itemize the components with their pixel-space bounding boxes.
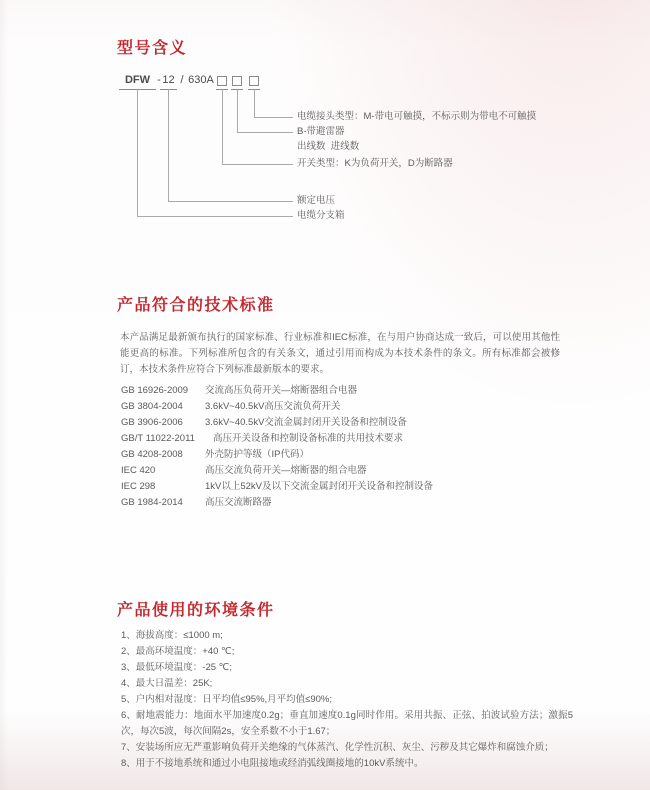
- standard-row: [121, 463, 591, 479]
- model-label-cable-connector-type: 电缆接头类型：M-带电可触摸，不标示则为带电不可触摸: [297, 111, 537, 122]
- env-item-grounding: 8、用于不接地系统和通过小电阻接地或经消弧线圈接地的10kV系统中。: [121, 758, 424, 769]
- env-item-altitude: 1、海拔高度：≤1000 m;: [121, 630, 223, 641]
- standard-row: [121, 479, 591, 495]
- section-heading-standards: 产品符合的技术标准: [117, 297, 275, 314]
- model-label-line-counts: 出线数 进线数: [297, 141, 360, 152]
- model-prefix: DFW: [119, 74, 156, 90]
- standard-code: GB/T 11022-2011: [121, 433, 195, 444]
- standard-title: 1kV以上52kV及以下交流金属封闭开关设备和控制设备: [205, 481, 434, 492]
- model-label-switch-type: 开关类型：K为负荷开关，D为断路器: [297, 158, 453, 169]
- standards-list: [121, 383, 591, 511]
- standard-row: [121, 399, 591, 415]
- standard-code: GB 16926-2009: [121, 385, 189, 396]
- standard-row: [121, 431, 591, 447]
- model-label-rated-voltage: 额定电压: [297, 195, 336, 206]
- standard-title: 高压交流负荷开关—熔断器的组合电器: [205, 465, 367, 476]
- standard-title: 高压开关设备和控制设备标准的共用技术要求: [213, 433, 404, 444]
- env-item-min-temp: 3、最低环境温度：-25 ℃;: [121, 662, 232, 673]
- section-heading-model-meaning: 型号含义: [117, 40, 188, 57]
- section-heading-environment: 产品使用的环境条件: [117, 602, 275, 619]
- standard-code: GB 3804-2004: [121, 401, 183, 412]
- standard-title: 高压交流断路器: [205, 497, 272, 508]
- env-item-daily-temp-diff: 4、最大日温差：25K;: [121, 678, 213, 689]
- model-option-box-2: [231, 74, 243, 90]
- standard-title: 外壳防护等级（IP代码）: [205, 449, 309, 460]
- model-dash: -: [157, 74, 161, 86]
- model-label-cable-branch-box: 电缆分支箱: [297, 210, 345, 221]
- standard-row: [121, 495, 591, 511]
- standard-row: [121, 415, 591, 431]
- model-option-box-3: [248, 74, 260, 90]
- standard-code: IEC 298: [121, 481, 156, 492]
- model-designation-diagram: [0, 70, 650, 240]
- model-option-box-1: [216, 74, 228, 90]
- standard-title: 3.6kV~40.5kV高压交流负荷开关: [205, 401, 341, 412]
- environment-conditions-list: [121, 628, 573, 772]
- standard-title: 交流高压负荷开关—熔断器组合电器: [205, 385, 358, 396]
- standard-row: [121, 383, 591, 399]
- env-item-humidity: 5、户内相对湿度：日平均值≤95%,月平均值≤90%;: [121, 694, 333, 705]
- standard-code: GB 1984-2014: [121, 497, 183, 508]
- standard-row: [121, 447, 591, 463]
- standard-code: GB 4208-2008: [121, 449, 183, 460]
- model-rated-voltage-value: 12: [160, 74, 177, 90]
- env-item-installation: 7、安装场所应无严重影响负荷开关绝缘的气体蒸汽、化学性沉积、灰尘、污秽及其它爆炸和腐蚀介质；: [121, 742, 554, 753]
- env-item-seismic: 6、耐地震能力：地面水平加速度0.2g；垂直加速度0.1g同时作用。采用共振、正弦、拍波试验方法；激振5次，每次5波，每次间隔2s，安全系数不小于1.67；: [121, 710, 573, 737]
- model-slash: /: [180, 74, 184, 86]
- standards-intro-paragraph: 本产品满足最新颁布执行的国家标准、行业标准和IEC标准，在与用户协商达成一致后，可以使用其他性能更高的标准。下列标准所包含的有关条文，通过引用而构成为本技术条件的条文。所有标准都会被修订，本技术条件应符合下列标准最新版本的要求。: [120, 332, 560, 375]
- standard-title: 3.6kV~40.5kV交流金属封闭开关设备和控制设备: [205, 417, 407, 428]
- standard-code: GB 3906-2006: [121, 417, 183, 428]
- env-item-max-temp: 2、最高环境温度：+40 ℃;: [121, 646, 235, 657]
- standard-code: IEC 420: [121, 465, 156, 476]
- model-label-arrester: B-带避雷器: [297, 126, 345, 137]
- model-rated-current-value: 630A: [188, 74, 214, 86]
- connector-cable-branch-box: [137, 89, 293, 217]
